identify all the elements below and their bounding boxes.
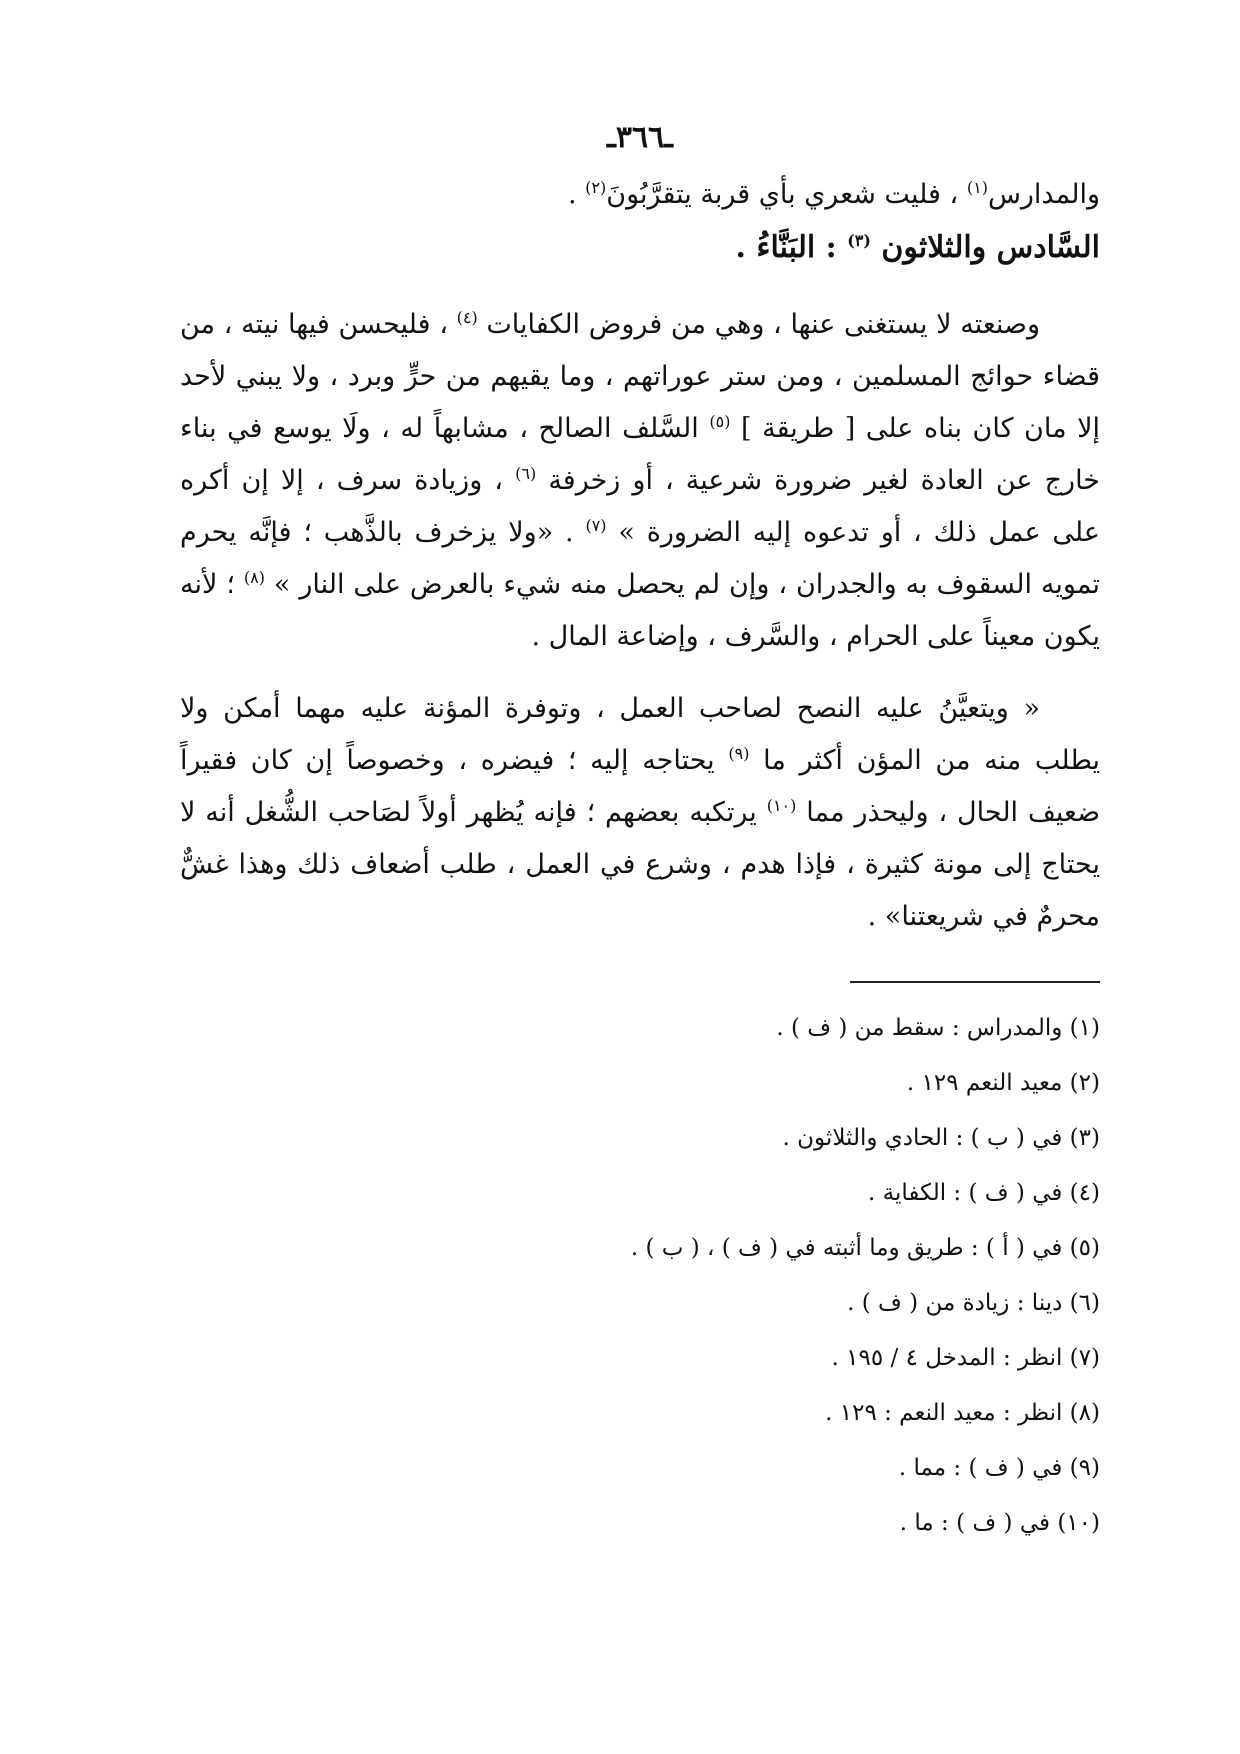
footnote: (٨) انظر : معيد النعم : ١٢٩ .	[825, 1400, 1100, 1426]
footnote: (١٠) في ( ف ) : ما .	[899, 1510, 1100, 1536]
footnote-separator	[850, 981, 1100, 983]
paragraph-gap	[180, 663, 1100, 683]
footnote: (٧) انظر : المدخل ٤ / ١٩٥ .	[831, 1345, 1100, 1371]
body-text: وصنعته لا يستغنى عنها ، وهي من فروض الكفايات	[486, 309, 1040, 340]
footnote-ref: (٣)	[847, 231, 871, 250]
footnote-ref: (١)	[966, 178, 988, 197]
paragraph-2	[180, 683, 1100, 943]
intro-text: والمدارس	[987, 179, 1100, 210]
body-text: يحتاجه إليه ؛ فيضره ، وخصوصاً إن كان فقيراً ضعيف الحال ، وليحذر مما	[180, 745, 1100, 828]
body-text: « ويتعيَّنُ عليه النصح لصاحب العمل ، وتوفرة المؤنة عليه مهما أمكن ولا يطلب منه من المؤن أكثر ما	[180, 693, 1100, 776]
body-text: . «ولا يزخرف بالذَّهب ؛ فإنَّه يحرم تمويه السقوف به والجدران ، وإن لم يحصل منه شيء بالعرض على النار »	[180, 517, 1100, 600]
footnote: (٢) معيد النعم ١٢٩ .	[906, 1070, 1100, 1096]
footnote-ref: (٢)	[585, 178, 607, 197]
footnote-ref: (١٠)	[766, 796, 797, 815]
footnote: (٦) دينا : زيادة من ( ف ) .	[847, 1290, 1100, 1316]
intro-text: ، فليت شعري بأي قربة يتقرَّبُونَ	[606, 179, 959, 210]
intro-text: .	[567, 179, 577, 210]
footnote: (٤) في ( ف ) : الكفاية .	[868, 1180, 1100, 1206]
body-text: ، وزيادة سرف ، إلا إن أكره على عمل ذلك ، أو تدعوه إليه الضرورة »	[180, 465, 1100, 548]
heading-text: : البَنَّاءُ .	[735, 230, 837, 265]
body-text: يرتكبه بعضهم ؛ فإنه يُظهر أولاً لصَاحب الشُّغل أنه لا يحتاج إلى مونة كثيرة ، فإذا هدم ، وشرع في العمل ، طلب أضعاف ذلك وهذا غشٌّ محرمٌ في شريعتنا» .	[180, 797, 1100, 932]
footnote-ref: (٦)	[515, 464, 537, 483]
footnote: (٣) في ( ب ) : الحادي والثلاثون .	[782, 1125, 1100, 1151]
footnote-ref: (٨)	[243, 568, 265, 587]
intro-line	[180, 169, 1100, 221]
heading-text: السَّادس والثلاثون	[881, 230, 1100, 265]
document-page	[180, 120, 1100, 1551]
paragraph-1	[180, 299, 1100, 663]
footnote-ref: (٧)	[585, 516, 607, 535]
footnote-ref: (٩)	[728, 744, 750, 763]
body-text: ؛ لأنه يكون معيناً على الحرام ، والسَّرف ، وإضاعة المال .	[180, 569, 1100, 652]
footnote-ref: (٤)	[456, 308, 478, 327]
footnote: (٩) في ( ف ) : مما .	[898, 1455, 1100, 1481]
body-text: السَّلف الصالح ، مشابهاً له ، ولَا يوسع في بناء خارج عن العادة لغير ضرورة شرعية ، أو زخرفة	[180, 413, 1100, 496]
section-heading	[180, 221, 1100, 275]
body-text: ، فليحسن فيها نيته ، من قضاء حوائج المسلمين ، ومن ستر عوراتهم ، وما يقيهم من حرٍّ وبرد ، ولا يبني لأحد إلا مان كان بناه على [ طريقة ]	[180, 309, 1101, 444]
footnote: (٥) في ( أ ) : طريق وما أثبته في ( ف ) ، ( ب ) .	[630, 1235, 1100, 1261]
footnote: (١) والمدراس : سقط من ( ف ) .	[776, 1015, 1100, 1041]
footnotes	[180, 1001, 1100, 1551]
page-number: ـ٣٦٦ـ	[607, 120, 673, 155]
footnote-ref: (٥)	[709, 412, 731, 431]
